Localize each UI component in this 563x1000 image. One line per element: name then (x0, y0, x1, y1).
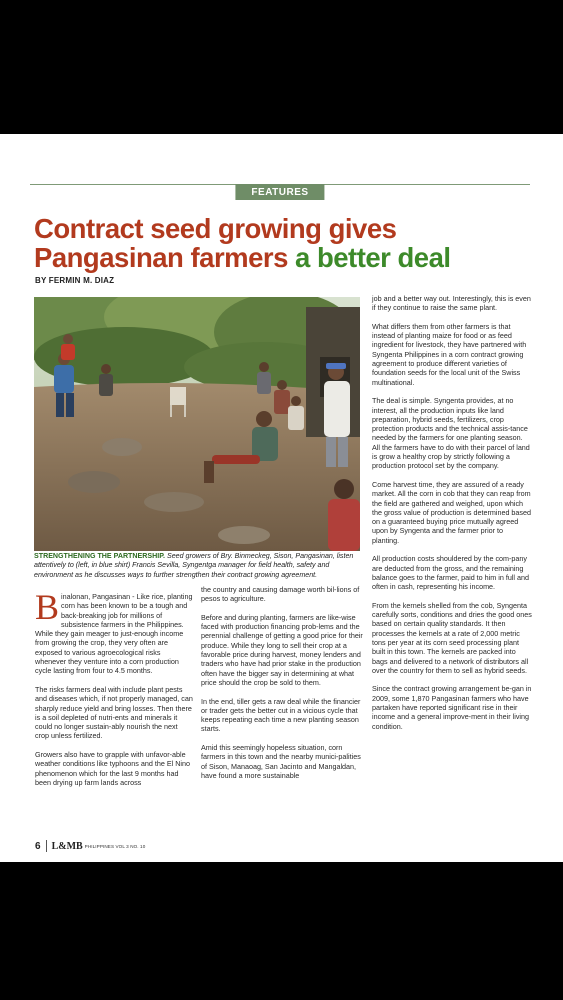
paragraph: From the kernels shelled from the cob, Syngenta carefully sorts, conditions and dries the good ones based on certain quality standards. It then processes the kernels at a rate of 2,000 metric tons per year at its corn seed processing plant built in this town. The kernels are packed into bags and delivered to a network of distributors all over the country for them to sell as hybrid seeds. (372, 600, 532, 675)
drop-cap: B (35, 587, 60, 627)
paragraph: Growers also have to grapple with unfavor-able weather conditions like typhoons and the El Nino phenomenon which for the last 9 months had been drying up farm lands across (35, 750, 191, 787)
page-footer (35, 839, 145, 853)
section-label: FEATURES (235, 184, 324, 200)
paragraph: What differs them from other farmers is that instead of planting maize for food or as feed ingredient for livestock, they have partnered with Syngenta Philippines in a corn contract growing agreement to produce different varieties of foundation seeds for the local unit of the Swiss multinational. (372, 321, 527, 387)
headline-line-2-red: Pangasinan farmers (34, 242, 288, 273)
footer-divider (46, 840, 47, 852)
paragraph: the country and causing damage worth bil-lions of pesos to agriculture. (201, 585, 360, 604)
photo-caption (34, 552, 364, 580)
magazine-page (0, 134, 563, 862)
paragraph: The risks farmers deal with include plant pests and diseases which, if not properly managed, can sharply reduce yield and bring losses. Then there is a soil depleted of nutri-ents and minerals it could no longer sustain-ably nourish the next crop unless fertilized. (35, 684, 193, 741)
magazine-logo: L&MB (51, 840, 83, 852)
article-column-1 (35, 587, 193, 797)
paragraph: Before and during planting, farmers are like-wise faced with production financing prob-lems and the perennial challenge of getting a good price for their produce. While they long to sell their crop at a favorable price during harvest, money lenders and traders who have had prior stake in the production often have the bigger say in determining at what price should the crop be sold to them. (201, 612, 363, 687)
paragraph: Since the contract growing arrangement be-gan in 2009, some 1,870 Pangasinan farmers who have partaken have reported significant rise in their income and a general improve-ment in their living condition. (372, 684, 532, 731)
byline: BY FERMIN M. DIAZ (35, 276, 115, 285)
farmers-meeting-photo (34, 297, 360, 551)
paragraph (35, 587, 193, 676)
page-number: 6 (35, 840, 41, 852)
paragraph-text: inalonan, Pangasinan - Like rice, planting corn has been known to be a tough and back-breaking job for millions of subsistence farmers in the Philippines. While they gain meager to just-enough income from growing the crop, they very often are exposed to various agroecological risks whenever they venture into a corn production cycle lasting from four to 4.5 months. (35, 592, 193, 676)
paragraph: job and a better way out. Interestingly, this is even if they continue to raise the same plant. (372, 294, 531, 313)
article-column-2 (201, 585, 363, 790)
headline (34, 214, 534, 272)
magazine-issue: PHILIPPINES VOL 3 NO. 10 (84, 843, 146, 849)
paragraph: All production costs shouldered by the com-pany are deducted from the gross, and the remaining balance goes to the farmer, paid to him in full and often in cash, representing his income. (372, 554, 530, 592)
headline-line-2-green: a better deal (295, 242, 451, 273)
caption-body: Seed growers of Bry. Binmeckeg, Sison, Pangasinan, listen attentively to (left, in blue shirt) Francis Sevilla, Syngentga manager for field health, safety and environment as he discusses ways to further strengthen their contract growing agreement. (34, 552, 354, 579)
headline-line-1: Contract seed growing gives (34, 213, 397, 244)
caption-lead: STRENGTHENING THE PARTNERSHIP. (34, 552, 165, 560)
section-bar (30, 184, 530, 201)
paragraph: Amid this seemingly hopeless situation, corn farmers in this town and the nearby munici-palities of Sison, Manaoag, San Jacinto and Mangaldan, have found a more sustainable (201, 743, 361, 780)
paragraph: The deal is simple. Syngenta provides, at no interest, all the production inputs like land preparation, hybrid seeds, fertilizers, crop protection products and the technical assis-tance needed by the farmers for one planting season. All the farmers have to do with their parcel of land is grow a healthy crop by strictly following a production protocol set by the company. (372, 396, 530, 471)
headline-line-2 (34, 243, 534, 272)
article-column-3 (372, 294, 532, 740)
article-photo (34, 297, 360, 551)
paragraph: In the end, tiller gets a raw deal while the financier or trader gets the better cut in a vicious cycle that keeps repeating each time a new planting season starts. (201, 696, 361, 734)
paragraph: Come harvest time, they are assured of a ready market. All the corn in cob that they can reap from the field are gathered and weighed, upon which the gross value of production is determined based on a guaranteed buying price mutually agreed upon by Syngenta and the farmer prior to planting. (372, 479, 532, 545)
